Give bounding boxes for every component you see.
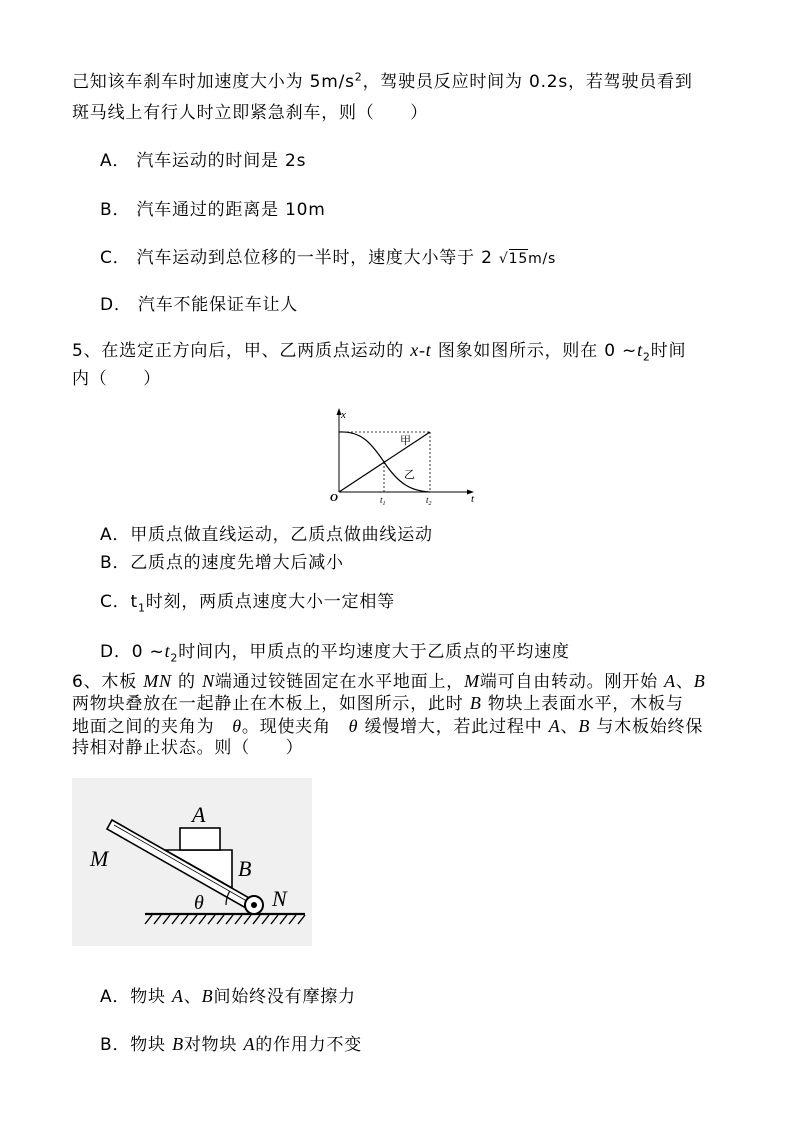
yi-label: 乙	[404, 469, 415, 481]
radicand: 15	[508, 251, 529, 267]
q5-stem-line-1	[72, 339, 686, 362]
q6-option-a-text: 间始终没有摩擦力	[213, 987, 356, 1007]
q6-option-b-text: 对物块	[183, 1035, 244, 1055]
board-mn: MN	[143, 671, 172, 691]
q6-option-a-text: A．物块	[100, 987, 173, 1007]
t1-tick-label	[380, 495, 386, 507]
q6-stem-line-3	[72, 715, 703, 738]
hinge-pin	[251, 902, 257, 908]
block-a-label: A	[192, 802, 206, 827]
q6-option-a-text: 、	[183, 987, 202, 1007]
q4-stem-text: ，驾驶员反应时间为 0.2s，若驾驶员看到	[362, 72, 693, 92]
q5-option-c-text: C．t	[100, 592, 138, 612]
q4-stem-line-2: 斑马线上有行人时立即紧急刹车，则（ ）	[72, 103, 428, 123]
t2-tick-sub: 2	[428, 501, 432, 507]
q5-stem-text: 5、在选定正方向后，甲、乙两质点运动的	[72, 341, 411, 361]
q6-option-b	[100, 1033, 362, 1056]
q5-option-b: B．乙质点的速度先增大后减小	[100, 553, 344, 573]
t2-subscript: 2	[170, 651, 179, 665]
block-b-var: B	[469, 693, 482, 713]
q5-option-c-text: 时刻，两质点速度大小一定相等	[145, 592, 395, 612]
q5-x-t-graph	[322, 406, 478, 508]
q5-stem-text: 图象如图所示，则在 0 ~	[431, 341, 638, 361]
x-t-graph-svg	[322, 406, 478, 508]
jia-label: 甲	[400, 435, 411, 447]
block-a-var: A	[664, 671, 676, 691]
q6-stem-text: 端可自由转动。刚开始	[479, 672, 665, 692]
y-axis-label: x	[341, 409, 346, 421]
block-a-var: A	[243, 1034, 256, 1054]
block-b-var: B	[578, 716, 591, 736]
block-b-var: B	[693, 671, 706, 691]
q6-incline-figure	[72, 778, 312, 946]
end-n: N	[202, 671, 215, 691]
end-n-label: N	[272, 886, 287, 911]
block-a-var: A	[172, 986, 184, 1006]
theta-label: θ	[194, 892, 204, 914]
q5-stem-line-2: 内（ ）	[72, 369, 161, 389]
block-b-var: B	[172, 1034, 184, 1054]
t2-tick-t: t	[426, 495, 429, 505]
incline-figure-svg	[72, 778, 312, 946]
q6-stem-line-1	[72, 670, 706, 693]
q5-option-c	[100, 591, 395, 613]
q6-stem-text: 的	[171, 672, 203, 692]
block-b	[165, 850, 232, 888]
q5-stem-text: 时间	[650, 341, 687, 361]
t1-tick-sub: 1	[382, 501, 386, 507]
q6-stem-text: 。现使夹角	[241, 717, 349, 737]
t2-variable: t	[637, 340, 643, 360]
end-m-label: M	[90, 846, 109, 871]
q6-stem-text: 6、木板	[72, 672, 144, 692]
q5-option-a: A．甲质点做直线运动，乙质点做曲线运动	[100, 525, 433, 545]
q6-stem-text: 端通过铰链固定在水平地面上，	[214, 672, 465, 692]
acceleration-exponent: 2	[354, 70, 363, 84]
t1-subscript: 1	[137, 601, 146, 615]
q4-option-c	[100, 247, 556, 270]
q6-stem-line-4: 持相对静止状态。则（ ）	[72, 738, 304, 758]
q6-stem-text: 两物块叠放在一起静止在木板上，如图所示，此时	[72, 694, 470, 714]
q6-stem-text: 缓慢增大，若此过程中	[358, 717, 549, 737]
t2-variable: t	[164, 641, 171, 661]
q5-option-d-text: 时间内，甲质点的平均速度大于乙质点的平均速度	[178, 642, 570, 662]
block-a-var: A	[548, 716, 561, 736]
x-t-variable: x-t	[410, 340, 432, 360]
q6-stem-line-2	[72, 692, 684, 715]
block-b-label: B	[238, 856, 252, 881]
q6-option-a	[100, 985, 356, 1008]
q6-stem-text: 物块上表面水平，木板与	[481, 694, 684, 714]
theta-var: θ	[232, 716, 242, 736]
q6-stem-text: 、	[560, 717, 579, 737]
q6-stem-text: 地面之间的夹角为	[72, 717, 233, 737]
speed-unit: m/s	[528, 251, 557, 267]
q5-option-d-text: D．0 ~	[100, 642, 165, 662]
t2-subscript: 2	[642, 350, 651, 364]
q4-stem-line-1	[72, 71, 693, 93]
q5-option-d	[100, 640, 570, 663]
theta-var: θ	[348, 716, 359, 736]
q6-stem-text: 与木板始终保	[590, 717, 704, 737]
t2-tick-label	[426, 495, 432, 507]
q6-option-b-text: B．物块	[100, 1035, 173, 1055]
q6-option-b-text: 的作用力不变	[255, 1035, 363, 1055]
q6-stem-text: 、	[675, 672, 694, 692]
ground-hatching	[145, 915, 305, 924]
q4-stem-text: 己知该车刹车时加速度大小为 5m/s	[72, 72, 355, 92]
block-a	[180, 828, 220, 850]
origin-label: O	[330, 492, 338, 504]
radical-sign: √	[498, 251, 509, 267]
q4-option-c-text: C． 汽车运动到总位移的一半时，速度大小等于 2	[100, 248, 499, 268]
q4-option-b: B． 汽车通过的距离是 10m	[100, 200, 326, 220]
block-b-var: B	[201, 986, 214, 1006]
end-m: M	[464, 671, 480, 691]
q4-option-a: A． 汽车运动的时间是 2s	[100, 151, 307, 171]
x-axis-label: t	[471, 493, 475, 505]
t1-tick-t: t	[380, 495, 383, 505]
q4-option-d: D． 汽车不能保证车让人	[100, 295, 299, 315]
